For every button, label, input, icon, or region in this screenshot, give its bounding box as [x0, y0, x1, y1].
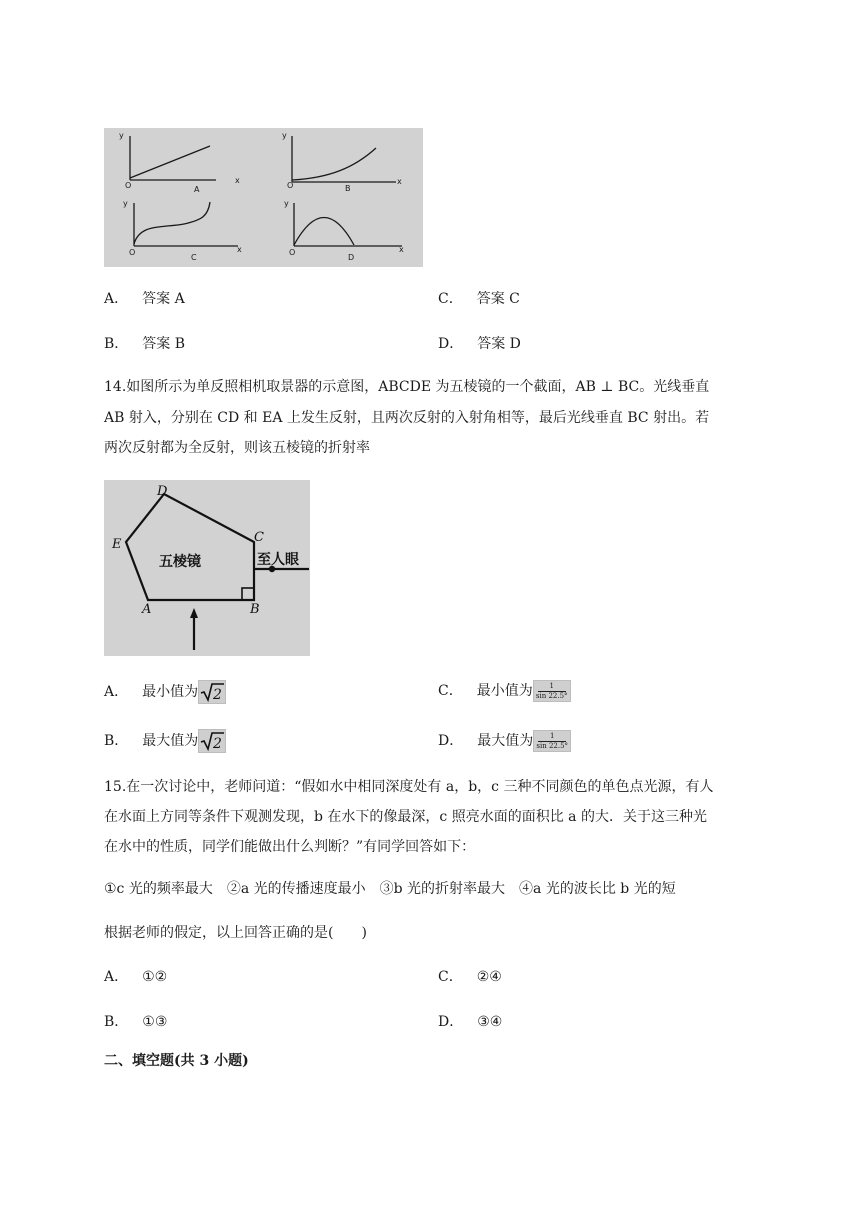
option-letter: B． [104, 733, 129, 749]
graph-a-curve [130, 146, 210, 178]
vertex-e-label: E [112, 537, 122, 552]
graph-d-x-label: x [399, 245, 404, 254]
pentaprism-outline [126, 494, 254, 600]
option-letter: C． [438, 683, 463, 699]
graph-c-x-label: x [237, 245, 242, 254]
vertex-b-label: B [250, 602, 260, 617]
q14-option-a[interactable] [104, 680, 226, 704]
sqrt-icon [199, 681, 225, 703]
graph-c-label: C [191, 253, 197, 262]
frac-numerator: 1 [549, 682, 554, 690]
graph-d-origin: O [289, 248, 296, 257]
frac-formula [533, 730, 571, 752]
q15-statements: ①c 光的频率最大 ②a 光的传播速度最小 ③b 光的折射率最大 ④a 光的波长比 b 光的短 [104, 881, 676, 897]
sqrt2-formula [198, 680, 226, 704]
option-letter: C． [438, 969, 463, 985]
q14-prism-svg [104, 480, 310, 656]
q15-option-b[interactable] [104, 1012, 167, 1032]
graph-c-y-label: y [123, 199, 128, 208]
q13-option-a[interactable] [104, 289, 185, 309]
frac-formula [533, 680, 571, 702]
vertex-d-label: D [157, 484, 168, 499]
graph-b-curve [292, 148, 376, 180]
option-text: 答案 A [142, 291, 185, 307]
option-letter: D． [438, 336, 464, 352]
option-text: 最小值为 [476, 683, 533, 699]
graph-d-label: D [348, 253, 355, 262]
frac-numerator: 1 [550, 732, 555, 740]
option-letter: A． [104, 291, 129, 307]
option-text: 答案 C [476, 291, 520, 307]
option-text: ①② [142, 969, 168, 985]
q14-stem-line-2: AB 射入，分别在 CD 和 EA 上发生反射，且两次反射的入射角相等，最后光线垂直 BC 射出。若 [104, 410, 710, 426]
graph-d-y-label: y [284, 199, 289, 208]
option-letter: B． [104, 1014, 129, 1030]
option-text: ③④ [477, 1014, 503, 1030]
q15-option-d[interactable] [438, 1012, 502, 1032]
q13-option-b[interactable] [104, 334, 185, 354]
q14-stem-line-3: 两次反射都为全反射，则该五棱镜的折射率 [104, 440, 370, 456]
q15-option-a[interactable] [104, 967, 167, 987]
right-angle-mark [242, 588, 254, 600]
graph-b-x-label: x [397, 177, 402, 186]
q14-option-d[interactable] [438, 730, 571, 752]
q13-option-c[interactable] [438, 289, 520, 309]
option-letter: D． [438, 733, 464, 749]
q15-question: 根据老师的假定，以上回答正确的是( ) [104, 925, 367, 941]
q15-stem-line-1: 15.在一次讨论中，老师问道：“假如水中相同深度处有 a，b，c 三种不同颜色的单色点光源，有人 [104, 779, 714, 795]
sqrt-radicand: 2 [213, 736, 223, 752]
q14-option-c[interactable] [438, 680, 571, 702]
q15-option-c[interactable] [438, 967, 502, 987]
graph-c-origin: O [129, 248, 136, 257]
q15-stem-line-3: 在水中的性质，同学们能做出什么判断？”有同学回答如下： [104, 839, 476, 855]
incident-arrow-icon [190, 608, 198, 618]
sqrt-radicand: 2 [213, 687, 223, 703]
sqrt-icon [199, 730, 225, 752]
option-letter: D． [438, 1014, 464, 1030]
graph-a-x-label: x [235, 176, 240, 185]
option-text: ①③ [142, 1014, 168, 1030]
option-text: 最小值为 [142, 684, 199, 700]
eye-label: 至人眼 [257, 552, 299, 568]
graph-d-curve [294, 218, 354, 246]
q14-stem-line-1: 14.如图所示为单反照相机取景器的示意图，ABCDE 为五棱镜的一个截面，AB ⊥ BC。光线垂直 [104, 379, 710, 395]
option-letter: B． [104, 336, 129, 352]
vertex-a-label: A [142, 602, 152, 617]
q13-option-d[interactable] [438, 334, 521, 354]
prism-label: 五棱镜 [159, 554, 201, 570]
section-title: 二、填空题(共 3 小题) [104, 1053, 249, 1069]
option-letter: A． [104, 969, 129, 985]
option-text: ②④ [476, 969, 502, 985]
frac-denominator: sin 22.5° [536, 742, 569, 750]
option-letter: A． [104, 684, 129, 700]
graph-a-origin: O [125, 181, 132, 190]
graph-b-y-label: y [282, 131, 287, 140]
q14-option-b[interactable] [104, 729, 226, 753]
vertex-c-label: C [254, 530, 264, 545]
option-text: 答案 B [142, 336, 186, 352]
graph-b-origin: O [287, 181, 294, 190]
graph-b-label: B [345, 184, 351, 193]
graph-c-curve [134, 202, 210, 244]
frac-denominator: sin 22.5° [535, 692, 568, 700]
q13-graphs-figure [104, 128, 423, 267]
sqrt2-formula [198, 729, 226, 753]
graph-a-y-label: y [119, 131, 124, 140]
option-text: 最大值为 [142, 733, 199, 749]
option-letter: C． [438, 291, 463, 307]
q14-prism-figure [104, 480, 310, 656]
q15-stem-line-2: 在水面上方同等条件下观测发现，b 在水下的像最深，c 照亮水面的面积比 a 的大．关于这三种光 [104, 809, 707, 825]
q13-graphs-svg [104, 128, 423, 267]
option-text: 答案 D [477, 336, 521, 352]
option-text: 最大值为 [477, 733, 534, 749]
graph-a-label: A [194, 185, 200, 194]
